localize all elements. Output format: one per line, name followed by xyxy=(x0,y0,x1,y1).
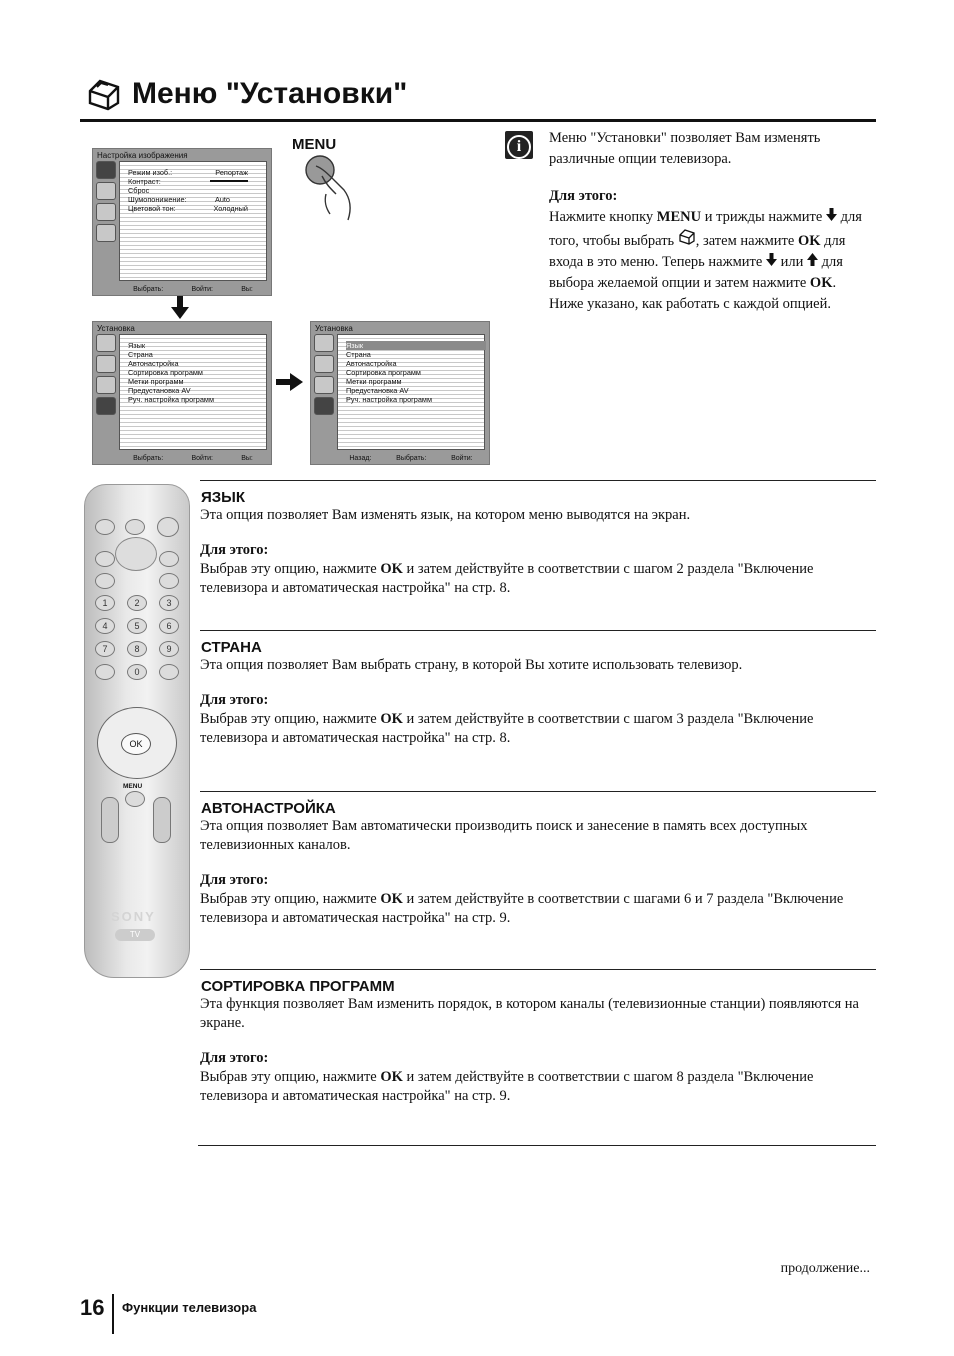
continued-note: продолжение... xyxy=(780,1261,870,1276)
arrow-down-icon xyxy=(170,296,190,320)
arrow-down-icon xyxy=(826,208,837,221)
section-heading: ЯЗЫК xyxy=(201,489,246,506)
footer-divider xyxy=(112,1294,114,1334)
menu-row: Автонастройка xyxy=(128,359,179,368)
remote-digit-button: 9 xyxy=(159,641,179,657)
sound-icon xyxy=(96,182,116,200)
menu-row: Руч. настройка программ xyxy=(128,395,214,404)
remote-tv-badge: TV xyxy=(115,929,155,941)
menu-row: Контраст: xyxy=(128,177,248,186)
section-description: Эта опция позволяет Вам автоматически производить поиск и занесение в память всех доступных телевизионных каналов. xyxy=(200,818,808,853)
section-steps: Выбрав эту опцию, нажмите OK и затем действуйте в соответствии с шагом 3 раздела "Включение телевизора и автоматическая настройка" на стр. 8. xyxy=(200,711,814,746)
intro-line: Меню "Установки" позволяет Вам изменять различные опции телевизора. xyxy=(549,130,821,167)
section-heading: СОРТИРОВКА ПРОГРАММ xyxy=(201,978,395,995)
section-autotuning xyxy=(200,791,876,928)
menu-row: Метки программ xyxy=(346,377,402,386)
section-program-sorting xyxy=(200,969,876,1106)
screen-icon-column xyxy=(96,334,116,418)
sound-icon xyxy=(314,355,334,373)
section-language xyxy=(200,480,876,598)
sound-icon xyxy=(96,355,116,373)
screen-header: Установка xyxy=(97,324,135,333)
contrast-bar xyxy=(210,180,248,182)
screen-items xyxy=(128,168,248,213)
screen-items xyxy=(128,341,214,404)
footer-section-name: Функции телевизора xyxy=(122,1300,257,1315)
page-title: Меню "Установки" xyxy=(132,77,408,110)
section-country xyxy=(200,630,876,748)
menu-row: Сортировка программ xyxy=(346,368,421,377)
section-how: Для этого: xyxy=(200,1050,269,1066)
picture-icon xyxy=(96,161,116,179)
remote-digit-button: 7 xyxy=(95,641,115,657)
remote-digit-button: 5 xyxy=(127,618,147,634)
section-rule xyxy=(200,480,876,481)
remote-digit-button: 6 xyxy=(159,618,179,634)
picture-icon xyxy=(96,334,116,352)
section-how: Для этого: xyxy=(200,692,269,708)
screen-header: Установка xyxy=(315,324,353,333)
section-rule xyxy=(198,1145,876,1146)
arrow-up-icon xyxy=(807,253,818,266)
menu-row: Цветовой тон: Холодный xyxy=(128,204,248,213)
features-icon xyxy=(96,203,116,221)
menu-row: Шумопонижение: Auto xyxy=(128,195,230,204)
section-steps: Выбрав эту опцию, нажмите OK и затем действуйте в соответствии с шагом 8 раздела "Включение телевизора и автоматическая настройка" на стр. 9. xyxy=(200,1069,814,1104)
setup-icon xyxy=(314,397,334,415)
screen-header: Настройка изображения xyxy=(97,151,188,160)
features-icon xyxy=(96,376,116,394)
remote-brand: SONY xyxy=(111,909,156,924)
screen-items xyxy=(346,341,486,404)
screen-footer: Назад: Выбрать: Войти: xyxy=(349,455,473,462)
section-steps: Выбрав эту опцию, нажмите OK и затем действуйте в соответствии с шагом 2 раздела "Включение телевизора и автоматическая настройка" на стр. 8. xyxy=(200,561,814,596)
arrow-down-icon xyxy=(766,253,777,266)
remote-digit-button: 2 xyxy=(127,595,147,611)
menu-row: Страна xyxy=(128,350,153,359)
screen-icon-column xyxy=(96,161,116,245)
section-description: Эта функция позволяет Вам изменить порядок, в котором каналы (телевизионные станции) появляются на экране. xyxy=(200,996,859,1031)
section-rule xyxy=(200,791,876,792)
remote-digit-button: 8 xyxy=(127,641,147,657)
screen-footer: Выбрать: Войти: Вы: xyxy=(133,286,253,293)
screen-picture-settings xyxy=(92,148,272,296)
menu-row: Сброс xyxy=(128,186,150,195)
remote-color-pad xyxy=(115,537,157,571)
menu-row: Предустановка AV xyxy=(128,386,191,395)
intro-text xyxy=(549,128,874,315)
screen-setup-menu xyxy=(92,321,272,465)
screen-panel xyxy=(119,334,267,450)
menu-row: Сортировка программ xyxy=(128,368,203,377)
menu-row: Предустановка AV xyxy=(346,386,409,395)
remote-digit-button: 4 xyxy=(95,618,115,634)
menu-row: Страна xyxy=(346,350,371,359)
remote-button xyxy=(125,519,145,535)
title-rule xyxy=(80,119,876,122)
screen-panel xyxy=(119,161,267,281)
screen-panel xyxy=(337,334,485,450)
toolbox-icon xyxy=(678,228,696,245)
screen-footer: Выбрать: Войти: Вы: xyxy=(133,455,253,462)
info-icon: i xyxy=(505,131,533,159)
remote-button xyxy=(157,517,179,537)
remote-control-illustration xyxy=(84,484,190,978)
page-title-block xyxy=(86,72,407,116)
intro-body: Нажмите кнопку MENU и трижды нажмите для того, чтобы выбрать , затем нажмите OK для входа в это меню. Теперь нажмите или для выбора желаемой опции и затем нажмите OK. Ниже указано, как работать с каждой опцией. xyxy=(549,209,862,312)
features-icon xyxy=(314,376,334,394)
section-heading: СТРАНА xyxy=(201,639,262,656)
remote-digit-button xyxy=(159,664,179,680)
menu-row: Руч. настройка программ xyxy=(346,395,432,404)
remote-menu-button xyxy=(125,791,145,807)
screen-icon-column xyxy=(314,334,334,418)
section-description: Эта опция позволяет Вам изменять язык, на котором меню выводятся на экран. xyxy=(200,507,691,523)
intro-how: Для этого: xyxy=(549,188,618,204)
remote-digit-button: 1 xyxy=(95,595,115,611)
menu-row: Язык xyxy=(128,341,146,350)
menu-row: Автонастройка xyxy=(346,359,397,368)
setup-icon xyxy=(96,397,116,415)
section-how: Для этого: xyxy=(200,872,269,888)
remote-ok-button: OK xyxy=(121,733,151,755)
page-number: 16 xyxy=(80,1295,105,1320)
section-how: Для этого: xyxy=(200,542,269,558)
remote-program-rocker xyxy=(153,797,171,843)
menu-button-label: MENU xyxy=(292,136,337,153)
section-steps: Выбрав эту опцию, нажмите OK и затем действуйте в соответствии с шагами 6 и 7 раздела "Включение телевизора и автоматическая настройка" на стр. 9. xyxy=(200,891,844,926)
remote-digit-button xyxy=(95,664,115,680)
remote-digit-button: 3 xyxy=(159,595,179,611)
remote-volume-rocker xyxy=(101,797,119,843)
hand-pressing-icon xyxy=(300,154,360,230)
remote-button xyxy=(95,551,115,567)
setup-icon xyxy=(96,224,116,242)
section-description: Эта опция позволяет Вам выбрать страну, в которой Вы хотите использовать телевизор. xyxy=(200,657,743,673)
section-heading: АВТОНАСТРОЙКА xyxy=(201,800,336,817)
menu-row-highlighted: Язык xyxy=(346,341,486,350)
toolbox-icon xyxy=(86,77,122,111)
arrow-right-icon xyxy=(276,372,304,392)
remote-digit-button: 0 xyxy=(127,664,147,680)
menu-row: Режим изоб.: Репортаж xyxy=(128,168,248,177)
screen-setup-selected xyxy=(310,321,490,465)
remote-button xyxy=(95,573,115,589)
remote-button xyxy=(159,551,179,567)
menu-row: Метки программ xyxy=(128,377,184,386)
picture-icon xyxy=(314,334,334,352)
section-rule xyxy=(200,969,876,970)
remote-button xyxy=(95,519,115,535)
remote-menu-label: MENU xyxy=(123,783,143,790)
remote-button xyxy=(159,573,179,589)
section-rule xyxy=(200,630,876,631)
